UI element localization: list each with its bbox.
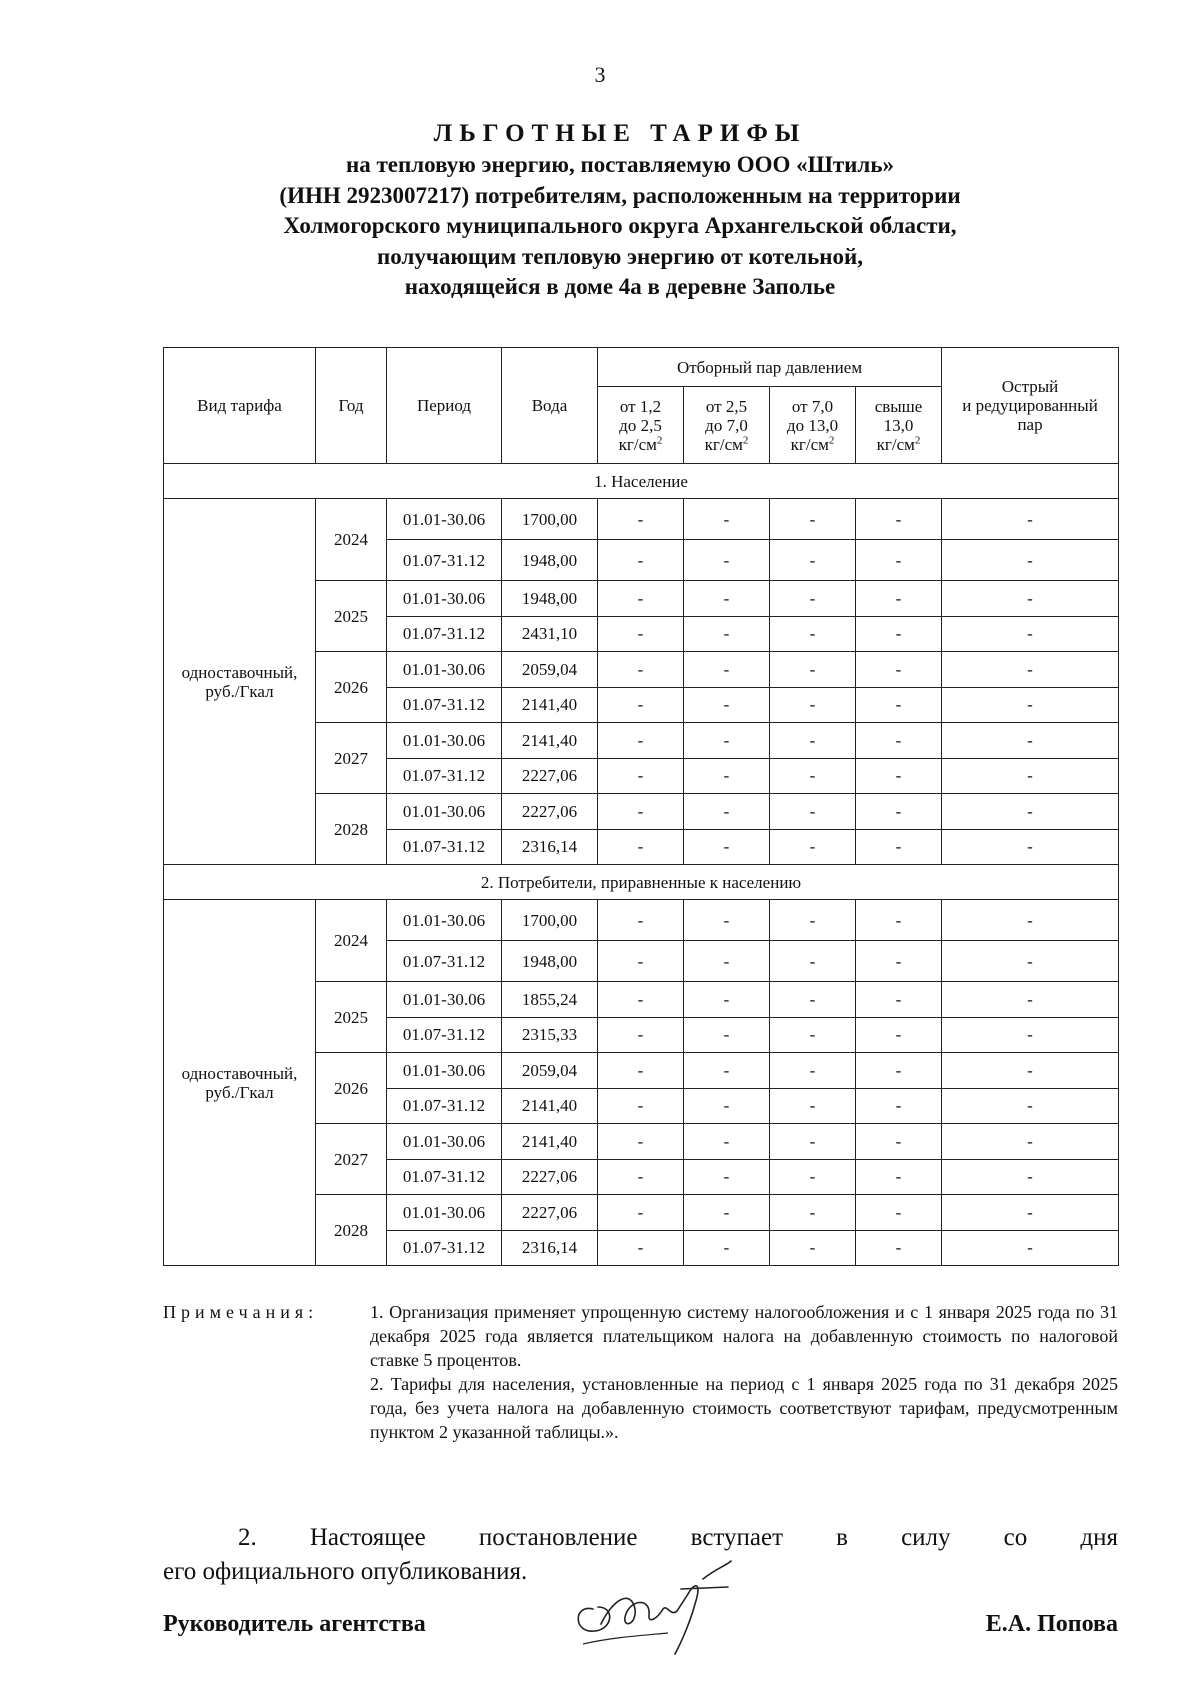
section-row bbox=[164, 865, 1119, 900]
steam-tariff-cell: - bbox=[856, 499, 942, 540]
final-word: со bbox=[1003, 1524, 1028, 1551]
tariff-type-line: руб./Гкал bbox=[205, 1082, 274, 1102]
year-cell: 2028 bbox=[316, 1195, 387, 1266]
steam-tariff-cell: - bbox=[856, 723, 942, 759]
steam-tariff-cell: - bbox=[770, 723, 856, 759]
year-cell: 2028 bbox=[316, 794, 387, 865]
steam-tariff-cell: - bbox=[770, 687, 856, 723]
steam-tariff-cell: - bbox=[856, 758, 942, 794]
water-tariff-cell: 2141,40 bbox=[502, 1088, 598, 1124]
header-period: Период bbox=[387, 348, 502, 464]
steam-tariff-cell: - bbox=[684, 1124, 770, 1160]
title-line: находящейся в доме 4а в деревне Заполье bbox=[404, 274, 836, 299]
steam-tariff-cell: - bbox=[684, 652, 770, 688]
tariff-type-line: одноставочный, bbox=[181, 662, 298, 682]
water-tariff-cell: 2141,40 bbox=[502, 687, 598, 723]
steam-tariff-cell: - bbox=[598, 581, 684, 617]
period-cell: 01.01-30.06 bbox=[387, 982, 502, 1018]
steam-tariff-cell: - bbox=[598, 982, 684, 1018]
page-number: 3 bbox=[594, 62, 606, 87]
steam-tariff-cell: - bbox=[856, 540, 942, 581]
sharp-steam-tariff-cell: - bbox=[942, 941, 1119, 982]
final-word: постановление bbox=[478, 1524, 638, 1551]
steam-tariff-cell: - bbox=[770, 758, 856, 794]
water-tariff-cell: 1948,00 bbox=[502, 581, 598, 617]
steam-tariff-cell: - bbox=[856, 941, 942, 982]
steam-tariff-cell: - bbox=[598, 687, 684, 723]
steam-tariff-cell: - bbox=[856, 900, 942, 941]
steam-tariff-cell: - bbox=[770, 900, 856, 941]
sharp-steam-tariff-cell: - bbox=[942, 581, 1119, 617]
water-tariff-cell: 1700,00 bbox=[502, 499, 598, 540]
water-tariff-cell: 2059,04 bbox=[502, 652, 598, 688]
period-cell: 01.07-31.12 bbox=[387, 829, 502, 865]
year-cell: 2024 bbox=[316, 900, 387, 982]
steam-tariff-cell: - bbox=[598, 758, 684, 794]
steam-tariff-cell: - bbox=[770, 1053, 856, 1089]
steam-tariff-cell: - bbox=[598, 1159, 684, 1195]
note-item: 2. Тарифы для населения, установленные на период с 1 января 2025 года по 31 декабря 2025 года, без учета налога на добавленную стоимость соответствуют тарифам, предусмотренным пунктом 2 указанной таблицы.». bbox=[370, 1374, 1118, 1442]
steam-tariff-cell: - bbox=[684, 982, 770, 1018]
notes-body bbox=[370, 1300, 1118, 1444]
steam-tariff-cell: - bbox=[598, 723, 684, 759]
steam-tariff-cell: - bbox=[856, 1124, 942, 1160]
steam-tariff-cell: - bbox=[770, 540, 856, 581]
period-cell: 01.01-30.06 bbox=[387, 723, 502, 759]
water-tariff-cell: 1855,24 bbox=[502, 982, 598, 1018]
period-cell: 01.01-30.06 bbox=[387, 499, 502, 540]
steam-tariff-cell: - bbox=[598, 1017, 684, 1053]
steam-tariff-cell: - bbox=[598, 829, 684, 865]
steam-tariff-cell: - bbox=[598, 540, 684, 581]
table-row bbox=[164, 499, 1119, 540]
final-clause-line2: его официального опубликования. bbox=[163, 1558, 528, 1585]
steam-tariff-cell: - bbox=[598, 1053, 684, 1089]
water-tariff-cell: 1948,00 bbox=[502, 941, 598, 982]
sharp-steam-tariff-cell: - bbox=[942, 540, 1119, 581]
steam-tariff-cell: - bbox=[598, 616, 684, 652]
period-cell: 01.01-30.06 bbox=[387, 1195, 502, 1231]
document-title bbox=[120, 118, 1120, 303]
header-sharp-steam-line: и редуцированный bbox=[962, 396, 1098, 415]
period-cell: 01.07-31.12 bbox=[387, 540, 502, 581]
steam-tariff-cell: - bbox=[770, 1017, 856, 1053]
steam-tariff-cell: - bbox=[684, 900, 770, 941]
steam-tariff-cell: - bbox=[684, 1088, 770, 1124]
sharp-steam-tariff-cell: - bbox=[942, 829, 1119, 865]
period-cell: 01.07-31.12 bbox=[387, 1230, 502, 1266]
steam-tariff-cell: - bbox=[684, 829, 770, 865]
title-line: (ИНН 2923007217) потребителям, расположенным на территории bbox=[279, 182, 961, 208]
steam-tariff-cell: - bbox=[770, 1195, 856, 1231]
water-tariff-cell: 2316,14 bbox=[502, 1230, 598, 1266]
tariff-type-cell bbox=[164, 499, 316, 865]
steam-tariff-cell: - bbox=[856, 1088, 942, 1124]
year-cell: 2025 bbox=[316, 982, 387, 1053]
steam-tariff-cell: - bbox=[684, 616, 770, 652]
final-word: Настоящее bbox=[309, 1524, 426, 1551]
steam-tariff-cell: - bbox=[770, 652, 856, 688]
period-cell: 01.07-31.12 bbox=[387, 941, 502, 982]
steam-tariff-cell: - bbox=[684, 941, 770, 982]
section-title: 1. Население bbox=[164, 464, 1119, 499]
steam-tariff-cell: - bbox=[770, 794, 856, 830]
sharp-steam-tariff-cell: - bbox=[942, 1017, 1119, 1053]
steam-tariff-cell: - bbox=[684, 794, 770, 830]
steam-tariff-cell: - bbox=[598, 652, 684, 688]
year-cell: 2027 bbox=[316, 1124, 387, 1195]
water-tariff-cell: 1948,00 bbox=[502, 540, 598, 581]
sharp-steam-tariff-cell: - bbox=[942, 687, 1119, 723]
steam-tariff-cell: - bbox=[684, 758, 770, 794]
header-year: Год bbox=[316, 348, 387, 464]
tariff-type-line: одноставочный, bbox=[181, 1063, 298, 1083]
header-steam-col: от 1,2 до 2,5 $кг/см^2$ bbox=[598, 387, 684, 464]
water-tariff-cell: 2059,04 bbox=[502, 1053, 598, 1089]
final-word: силу bbox=[901, 1524, 951, 1551]
tariffs-table bbox=[163, 347, 1119, 1266]
section-row bbox=[164, 464, 1119, 499]
steam-tariff-cell: - bbox=[684, 581, 770, 617]
period-cell: 01.01-30.06 bbox=[387, 1053, 502, 1089]
steam-tariff-cell: - bbox=[598, 900, 684, 941]
steam-tariff-cell: - bbox=[770, 1088, 856, 1124]
year-cell: 2024 bbox=[316, 499, 387, 581]
steam-tariff-cell: - bbox=[598, 1230, 684, 1266]
tariff-type-cell bbox=[164, 900, 316, 1266]
table-row bbox=[164, 900, 1119, 941]
tariff-type-line: руб./Гкал bbox=[205, 681, 274, 701]
year-cell: 2026 bbox=[316, 652, 387, 723]
steam-tariff-cell: - bbox=[598, 1124, 684, 1160]
steam-tariff-cell: - bbox=[684, 1053, 770, 1089]
period-cell: 01.01-30.06 bbox=[387, 900, 502, 941]
sharp-steam-tariff-cell: - bbox=[942, 499, 1119, 540]
steam-tariff-cell: - bbox=[856, 1159, 942, 1195]
steam-tariff-cell: - bbox=[598, 499, 684, 540]
final-word: в bbox=[836, 1524, 848, 1551]
water-tariff-cell: 2141,40 bbox=[502, 1124, 598, 1160]
steam-tariff-cell: - bbox=[684, 1159, 770, 1195]
period-cell: 01.01-30.06 bbox=[387, 581, 502, 617]
water-tariff-cell: 2227,06 bbox=[502, 794, 598, 830]
steam-tariff-cell: - bbox=[684, 1017, 770, 1053]
steam-tariff-cell: - bbox=[856, 1017, 942, 1053]
title-main: ЛЬГОТНЫЕ ТАРИФЫ bbox=[433, 120, 807, 147]
water-tariff-cell: 2316,14 bbox=[502, 829, 598, 865]
water-tariff-cell: 2227,06 bbox=[502, 1159, 598, 1195]
title-line: получающим тепловую энергию от котельной, bbox=[377, 243, 863, 269]
period-cell: 01.07-31.12 bbox=[387, 758, 502, 794]
sharp-steam-tariff-cell: - bbox=[942, 1230, 1119, 1266]
steam-tariff-cell: - bbox=[856, 1230, 942, 1266]
header-steam-col: от 2,5 до 7,0 $кг/см^2$ bbox=[684, 387, 770, 464]
title-line: на тепловую энергию, поставляемую ООО «Штиль» bbox=[345, 152, 894, 177]
section-title: 2. Потребители, приравненные к населению bbox=[164, 865, 1119, 900]
steam-tariff-cell: - bbox=[684, 1230, 770, 1266]
period-cell: 01.01-30.06 bbox=[387, 1124, 502, 1160]
water-tariff-cell: 2431,10 bbox=[502, 616, 598, 652]
signer-position: Руководитель агентства bbox=[163, 1611, 426, 1637]
steam-tariff-cell: - bbox=[856, 1195, 942, 1231]
header-sharp-steam-line: Острый bbox=[1001, 377, 1059, 396]
steam-tariff-cell: - bbox=[684, 723, 770, 759]
final-word: дня bbox=[1080, 1524, 1118, 1551]
final-word: вступает bbox=[690, 1524, 784, 1551]
steam-tariff-cell: - bbox=[856, 687, 942, 723]
steam-tariff-cell: - bbox=[770, 499, 856, 540]
period-cell: 01.07-31.12 bbox=[387, 1159, 502, 1195]
water-tariff-cell: 1700,00 bbox=[502, 900, 598, 941]
steam-tariff-cell: - bbox=[770, 1124, 856, 1160]
header-steam-col: свыше 13,0 $кг/см^2$ bbox=[856, 387, 942, 464]
water-tariff-cell: 2315,33 bbox=[502, 1017, 598, 1053]
signature-block bbox=[163, 1611, 1118, 1691]
steam-tariff-cell: - bbox=[770, 581, 856, 617]
steam-tariff-cell: - bbox=[770, 982, 856, 1018]
handwritten-signature bbox=[553, 1549, 743, 1659]
note-item: 1. Организация применяет упрощенную систему налогообложения и с 1 января 2025 года по 31 декабря 2025 года является плательщиком налога на добавленную стоимость по налоговой ставке 5 процентов. bbox=[370, 1302, 1118, 1370]
steam-tariff-cell: - bbox=[598, 941, 684, 982]
sharp-steam-tariff-cell: - bbox=[942, 794, 1119, 830]
title-line: Холмогорского муниципального округа Архангельской области, bbox=[283, 213, 957, 238]
signer-name: Е.А. Попова bbox=[985, 1611, 1118, 1637]
steam-tariff-cell: - bbox=[856, 652, 942, 688]
sharp-steam-tariff-cell: - bbox=[942, 723, 1119, 759]
sharp-steam-tariff-cell: - bbox=[942, 616, 1119, 652]
steam-tariff-cell: - bbox=[856, 581, 942, 617]
steam-tariff-cell: - bbox=[770, 829, 856, 865]
header-steam-col: от 7,0 до 13,0 $кг/см^2$ bbox=[770, 387, 856, 464]
steam-tariff-cell: - bbox=[684, 499, 770, 540]
steam-tariff-cell: - bbox=[684, 540, 770, 581]
header-sharp-steam-line: пар bbox=[1017, 415, 1043, 434]
steam-tariff-cell: - bbox=[770, 941, 856, 982]
steam-tariff-cell: - bbox=[684, 1195, 770, 1231]
year-cell: 2027 bbox=[316, 723, 387, 794]
water-tariff-cell: 2227,06 bbox=[502, 1195, 598, 1231]
steam-tariff-cell: - bbox=[684, 687, 770, 723]
table-body bbox=[164, 464, 1119, 1266]
steam-tariff-cell: - bbox=[770, 1159, 856, 1195]
period-cell: 01.07-31.12 bbox=[387, 1017, 502, 1053]
period-cell: 01.01-30.06 bbox=[387, 794, 502, 830]
sharp-steam-tariff-cell: - bbox=[942, 758, 1119, 794]
steam-tariff-cell: - bbox=[770, 1230, 856, 1266]
final-word: 2. bbox=[238, 1524, 257, 1551]
steam-tariff-cell: - bbox=[598, 794, 684, 830]
header-steam-group: Отборный пар давлением bbox=[598, 348, 942, 387]
sharp-steam-tariff-cell: - bbox=[942, 1159, 1119, 1195]
steam-tariff-cell: - bbox=[598, 1088, 684, 1124]
steam-tariff-cell: - bbox=[598, 1195, 684, 1231]
year-cell: 2025 bbox=[316, 581, 387, 652]
sharp-steam-tariff-cell: - bbox=[942, 1124, 1119, 1160]
year-cell: 2026 bbox=[316, 1053, 387, 1124]
period-cell: 01.07-31.12 bbox=[387, 1088, 502, 1124]
steam-tariff-cell: - bbox=[856, 829, 942, 865]
steam-tariff-cell: - bbox=[856, 1053, 942, 1089]
header-sharp-steam bbox=[942, 348, 1119, 464]
period-cell: 01.07-31.12 bbox=[387, 616, 502, 652]
steam-tariff-cell: - bbox=[856, 982, 942, 1018]
sharp-steam-tariff-cell: - bbox=[942, 1195, 1119, 1231]
sharp-steam-tariff-cell: - bbox=[942, 900, 1119, 941]
sharp-steam-tariff-cell: - bbox=[942, 1088, 1119, 1124]
period-cell: 01.07-31.12 bbox=[387, 687, 502, 723]
steam-tariff-cell: - bbox=[770, 616, 856, 652]
notes-label: Примечания: bbox=[163, 1302, 319, 1322]
period-cell: 01.01-30.06 bbox=[387, 652, 502, 688]
header-tariff-type: Вид тарифа bbox=[164, 348, 316, 464]
sharp-steam-tariff-cell: - bbox=[942, 652, 1119, 688]
steam-tariff-cell: - bbox=[856, 616, 942, 652]
sharp-steam-tariff-cell: - bbox=[942, 982, 1119, 1018]
water-tariff-cell: 2141,40 bbox=[502, 723, 598, 759]
steam-tariff-cell: - bbox=[856, 794, 942, 830]
sharp-steam-tariff-cell: - bbox=[942, 1053, 1119, 1089]
header-water: Вода bbox=[502, 348, 598, 464]
water-tariff-cell: 2227,06 bbox=[502, 758, 598, 794]
